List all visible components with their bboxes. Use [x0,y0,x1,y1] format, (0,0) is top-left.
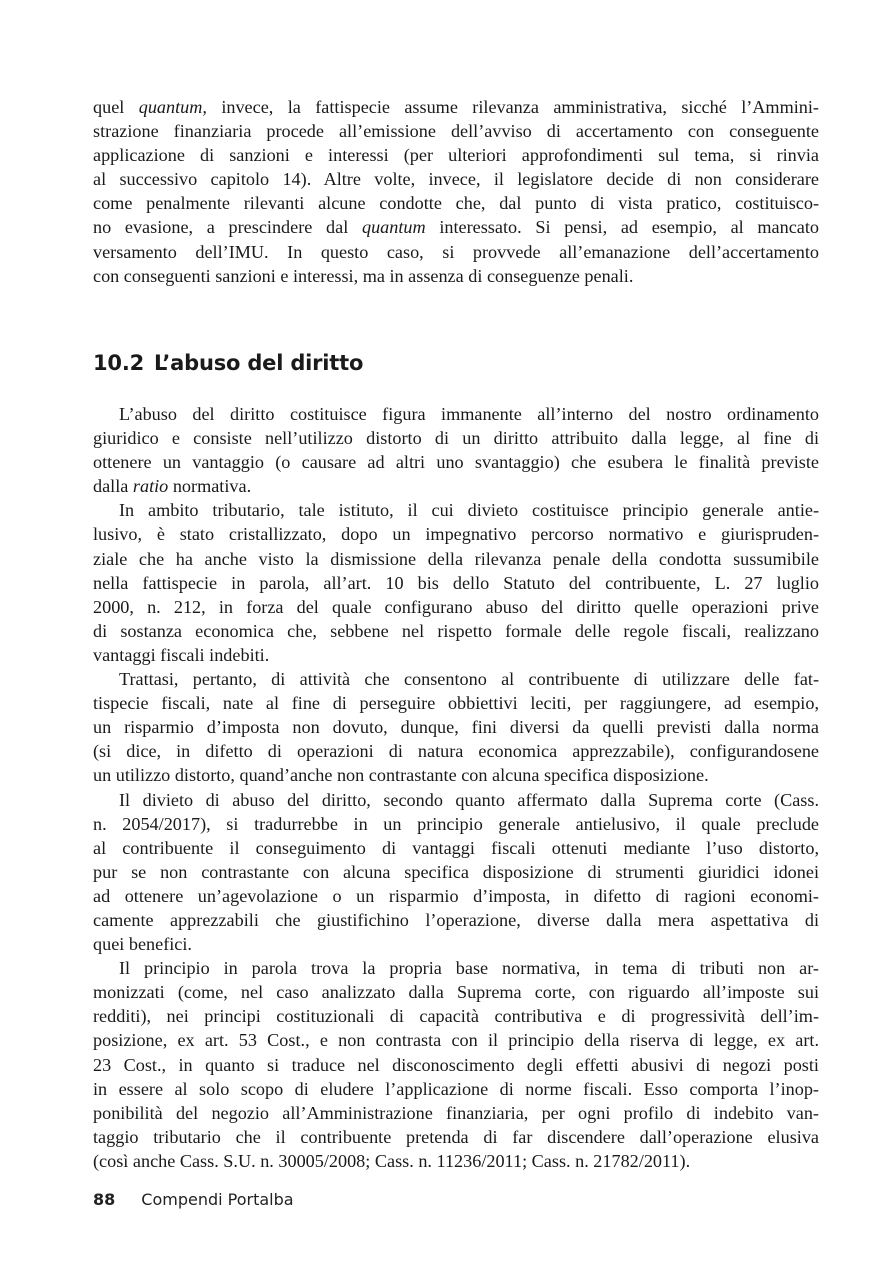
text-run: quel [93,97,139,117]
text-line [93,240,819,264]
text-line [93,402,819,426]
page-number: 88 [93,1190,116,1209]
text-run: camente apprezzabili che giustifichino l’operazione, diverse dalla mera aspettativa di [93,909,819,930]
text-run: 2000, n. 212, in forza del quale configurano abuso del diritto quelle operazioni prive [93,596,819,617]
text-run: giuridico e consiste nell’utilizzo distorto di un diritto attribuito dalla legge, al fine di [93,428,819,449]
text-line [93,932,819,956]
text-run: in essere al solo scopo di eludere l’applicazione di norme fiscali. Esso comporta l’inop- [93,1078,819,1099]
text-run: (così anche Cass. S.U. n. 30005/2008; Cass. n. 11236/2011; Cass. n. 21782/2011). [93,1150,691,1171]
paragraph [93,667,819,787]
text-run: ottenere un vantaggio (o causare ad altri uno svantaggio) che esubera le finalità previste [93,452,819,473]
text-line [93,715,819,739]
text-run: pur se non contrastante con alcuna specifica disposizione di strumenti giuridici idonei [93,861,819,882]
text-run: un utilizzo distorto, quand’anche non contrastante con alcuna specifica disposizione. [93,765,709,786]
text-run: dalla [93,476,133,497]
text-line [93,812,819,836]
section-heading [93,351,363,375]
text-run: di sostanza economica che, sebbene nel rispetto formale delle regole fiscali, realizzano [93,620,819,641]
text-line [93,522,819,546]
text-line [93,264,819,288]
text-line [93,860,819,884]
text-run: invece, la fattispecie assume rilevanza amministrativa, sicché l’Ammini- [206,97,819,117]
section-title: L’abuso del diritto [154,351,364,375]
text-line [93,426,819,450]
text-run: Il divieto di abuso del diritto, secondo quanto affermato dalla Suprema corte (Cass. [119,789,819,810]
text-line [93,1004,819,1028]
text-run: 23 Cost., in quanto si traduce nel disconoscimento degli effetti abusivi di negozi posti [93,1054,819,1075]
text-run: al successivo capitolo 14). Altre volte, invece, il legislatore decide di non considerare [93,169,819,190]
text-run: ponibilità del negozio all’Amministrazione finanziaria, per ogni profilo di indebito van- [93,1102,819,1123]
text-run: quei benefici. [93,934,192,955]
text-line [93,667,819,691]
text-line [93,1028,819,1052]
text-line [93,143,819,167]
text-line [93,980,819,1004]
text-run: applicazione di sanzioni e interessi (per ulteriori approfondimenti sul tema, si rinvia [93,145,819,166]
page-footer [93,1190,294,1209]
text-run: come penalmente rilevanti alcune condotte che, dal punto di vista pratico, costituisco- [93,193,819,214]
text-run: vantaggi fiscali indebiti. [93,644,270,665]
text-line [93,595,819,619]
text-run: In ambito tributario, tale istituto, il cui divieto costituisce principio generale antie- [119,500,819,521]
paragraph [93,788,819,957]
text-run: con conseguenti sanzioni e interessi, ma in assenza di conseguenze penali. [93,265,634,286]
text-line [93,547,819,571]
text-run: nella fattispecie in parola, all’art. 10 bis dello Statuto del contribuente, L. 27 luglio [93,572,819,593]
text-line [93,956,819,980]
paragraph [93,402,819,498]
text-run: ad ottenere un’agevolazione o un risparmio d’imposta, in difetto di ragioni economi- [93,885,819,906]
text-run: quantum [361,217,426,238]
text-line [93,1077,819,1101]
text-run: no evasione, a prescindere dal [93,217,362,238]
section-body [93,402,819,1173]
text-line [93,215,819,239]
text-line [93,908,819,932]
text-line [93,167,819,191]
text-run: L’abuso del diritto costituisce figura immanente all’interno del nostro ordinamento [119,404,819,424]
text-run: al contribuente il conseguimento di vantaggi fiscali ottenuti mediante l’uso distorto, [93,837,819,858]
text-line [93,1053,819,1077]
text-line [93,836,819,860]
text-run: ziale che ha anche visto la dismissione della rilevanza penale della condotta sussumibile [93,548,819,569]
text-line [93,763,819,787]
text-line [93,1149,819,1173]
text-run: versamento dell’IMU. In questo caso, si provvede all’emanazione dell’accertamento [93,241,819,262]
text-line [93,191,819,215]
text-run: monizzati (come, nel caso analizzato dalla Suprema corte, con riguardo all’imposte sui [93,982,819,1003]
paragraph [93,498,819,667]
series-name: Compendi Portalba [141,1190,294,1209]
text-run: un risparmio d’imposta non dovuto, dunque, fini diversi da quelli previsti dalla norma [93,717,819,738]
text-run: normativa. [168,476,252,497]
text-run: interessato. Si pensi, ad esempio, al mancato [425,217,819,238]
text-run: Il principio in parola trova la propria base normativa, in tema di tributi non ar- [119,958,819,979]
text-line [93,788,819,812]
text-line [93,571,819,595]
section-number: 10.2 [93,351,145,375]
text-line [93,691,819,715]
text-line [93,498,819,522]
text-line [93,474,819,498]
text-line [93,95,819,119]
text-line [93,119,819,143]
page-body [93,95,819,1171]
paragraph [93,956,819,1173]
text-run: lusivo, è stato cristallizzato, dopo un impegnativo percorso normativo e giurispruden- [93,524,819,545]
text-run: strazione finanziaria procede all’emissione dell’avviso di accertamento con conseguente [93,121,819,142]
text-run: ratio [132,476,169,497]
text-run: (si dice, in difetto di operazioni di natura economica apprezzabile), configurandosene [93,741,819,762]
text-line [93,739,819,763]
intro-paragraph [93,95,819,288]
text-run: n. 2054/2017), si tradurrebbe in un principio generale antielusivo, il quale preclude [93,813,819,834]
text-line [93,884,819,908]
text-run: tispecie fiscali, nate al fine di perseguire obbiettivi leciti, per raggiungere, ad esempio, [93,693,819,714]
text-run: redditi), nei principi costituzionali di capacità contributiva e di progressività dell’im- [93,1006,819,1027]
text-run: taggio tributario che il contribuente pretenda di far discendere dall’operazione elusiva [93,1126,819,1147]
text-line [93,1101,819,1125]
text-run: Trattasi, pertanto, di attività che consentono al contribuente di utilizzare delle fat- [119,669,819,690]
text-run: posizione, ex art. 53 Cost., e non contrasta con il principio della riserva di legge, ex art. [93,1030,819,1051]
text-line [93,643,819,667]
text-line [93,619,819,643]
text-line [93,450,819,474]
text-line [93,1125,819,1149]
text-run: quantum, [138,97,207,117]
